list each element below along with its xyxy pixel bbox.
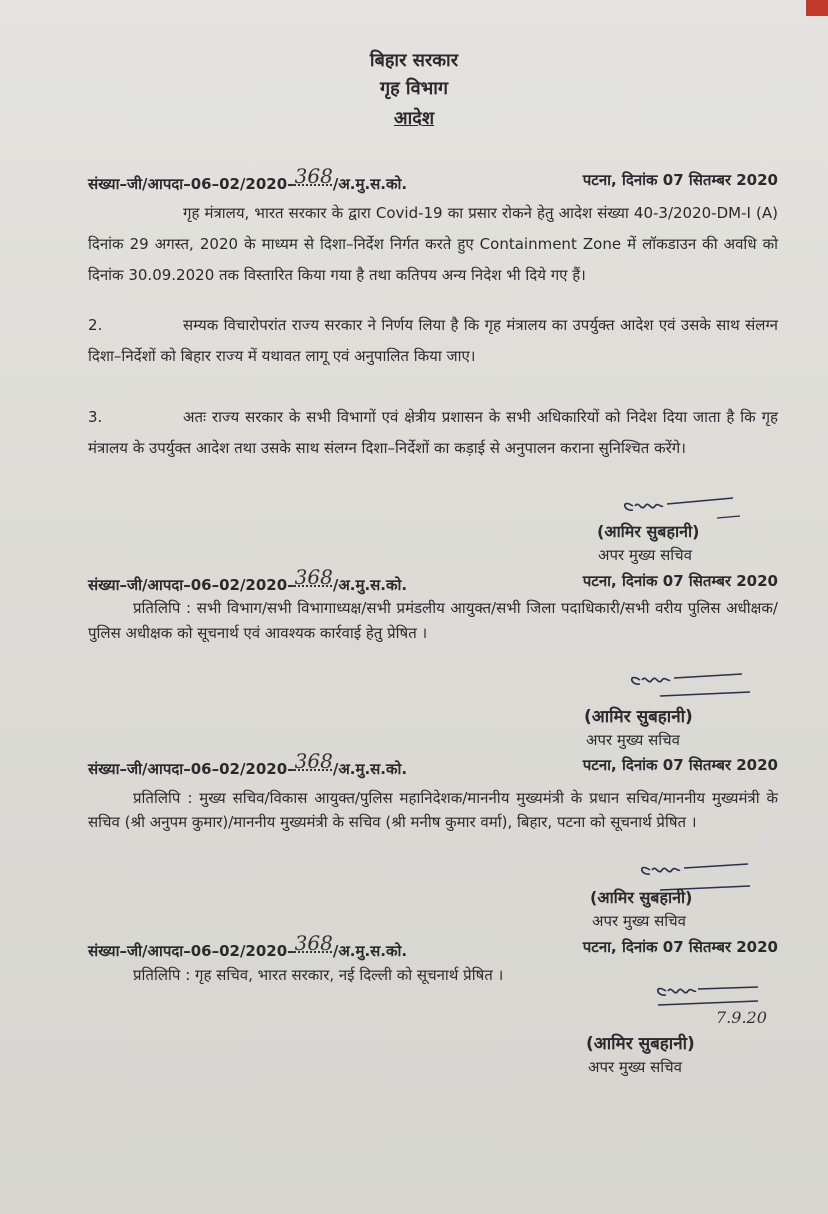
copy-to-list-2: प्रतिलिपि : मुख्य सचिव/विकास आयुक्त/पुलिस महानिदेशक/माननीय मुख्यमंत्री के प्रधान सचिव/माननीय मुख्यमंत्री के सचिव (श्री अनुपम कुमार)/माननीय मुख्यमंत्री के सचिव (श्री मनीष कुमार वर्मा), बिहार, पटना को सूचनार्थ प्रेषित ।	[88, 789, 778, 831]
signature-scrawl	[620, 662, 755, 702]
place-date: पटना, दिनांक 07 सितम्बर 2020	[582, 572, 778, 590]
signatory-designation: अपर मुख्य सचिव	[598, 546, 692, 564]
page-corner-mark	[806, 0, 828, 16]
signatory-name: (आमिर सुबहानी)	[590, 888, 693, 907]
copy-to-list-1: प्रतिलिपि : सभी विभाग/सभी विभागाध्यक्ष/सभी प्रमंडलीय आयुक्त/सभी जिला पदाधिकारी/सभी वरीय पुलिस अधीक्षक/पुलिस अधीक्षक को सूचनार्थ एवं आवश्यक कार्रवाई हेतु प्रेषित ।	[88, 599, 778, 642]
place-date: पटना, दिनांक 07 सितम्बर 2020	[582, 756, 778, 774]
handwritten-ref-number: 368	[294, 565, 333, 589]
signatory-designation: अपर मुख्य सचिव	[592, 912, 686, 930]
signatory-name: (आमिर सुबहानी)	[597, 522, 700, 541]
signature-scrawl	[615, 488, 745, 524]
handwritten-ref-number: 368	[294, 749, 333, 773]
copy-to-list-3: प्रतिलिपि : गृह सचिव, भारत सरकार, नई दिल्ली को सूचनार्थ प्रेषित ।	[133, 966, 504, 984]
order-paragraph-3: 3. अतः राज्य सरकार के सभी विभागों एवं क्षेत्रीय प्रशासन के सभी अधिकारियों को निदेश दिया जाता है कि गृह मंत्रालय के उपर्युक्त आदेश तथा उसके साथ संलग्न दिशा–निर्देशों का कड़ाई से अनुपालन कराना सुनिश्चित करेंगे।	[88, 408, 778, 457]
order-paragraph-2: 2. सम्यक विचारोपरांत राज्य सरकार ने निर्णय लिया है कि गृह मंत्रालय का उपर्युक्त आदेश एवं उसके साथ संलग्न दिशा–निर्देशों को बिहार राज्य में यथावत लागू एवं अनुपालित किया जाए।	[88, 316, 778, 365]
reference-line: संख्या–जी/आपदा–06–02/2020–368/अ.मु.स.को. पटना, दिनांक 07 सितम्बर 2020	[88, 164, 778, 193]
place-date: पटना, दिनांक 07 सितम्बर 2020	[582, 171, 778, 189]
reference-line: संख्या–जी/आपदा–06–02/2020–368/अ.मु.स.को. पटना, दिनांक 07 सितम्बर 2020	[88, 931, 778, 960]
order-title: आदेश	[393, 108, 435, 129]
place-date: पटना, दिनांक 07 सितम्बर 2020	[582, 938, 778, 956]
reference-line: संख्या–जी/आपदा–06–02/2020–368/अ.मु.स.को. पटना, दिनांक 07 सितम्बर 2020	[88, 749, 778, 778]
signatory-name: (आमिर सुबहानी)	[584, 707, 693, 727]
department-name: गृह विभाग	[379, 78, 449, 99]
handwritten-ref-number: 368	[294, 931, 333, 955]
handwritten-ref-number: 368	[294, 164, 333, 188]
signatory-designation: अपर मुख्य सचिव	[586, 731, 680, 749]
signatory-designation: अपर मुख्य सचिव	[588, 1058, 682, 1076]
govt-name: बिहार सरकार	[369, 50, 459, 71]
reference-line: संख्या–जी/आपदा–06–02/2020–368/अ.मु.स.को. पटना, दिनांक 07 सितम्बर 2020	[88, 565, 778, 594]
order-paragraph-1: गृह मंत्रालय, भारत सरकार के द्वारा Covid-19 का प्रसार रोकने हेतु आदेश संख्या 40-3/2020-DM-I (A) दिनांक 29 अगस्त, 2020 के माध्यम से दिशा–निर्देश निर्गत करते हुए Containment Zone में लॉकडाउन की अवधि को दिनांक 30.09.2020 तक विस्तारित किया गया है तथा कतिपय अन्य निदेश भी दिये गए हैं।	[88, 204, 778, 284]
signature-scrawl	[648, 975, 763, 1011]
handwritten-date: 7.9.20	[716, 1008, 767, 1027]
signatory-name: (आमिर सुबहानी)	[586, 1034, 695, 1054]
